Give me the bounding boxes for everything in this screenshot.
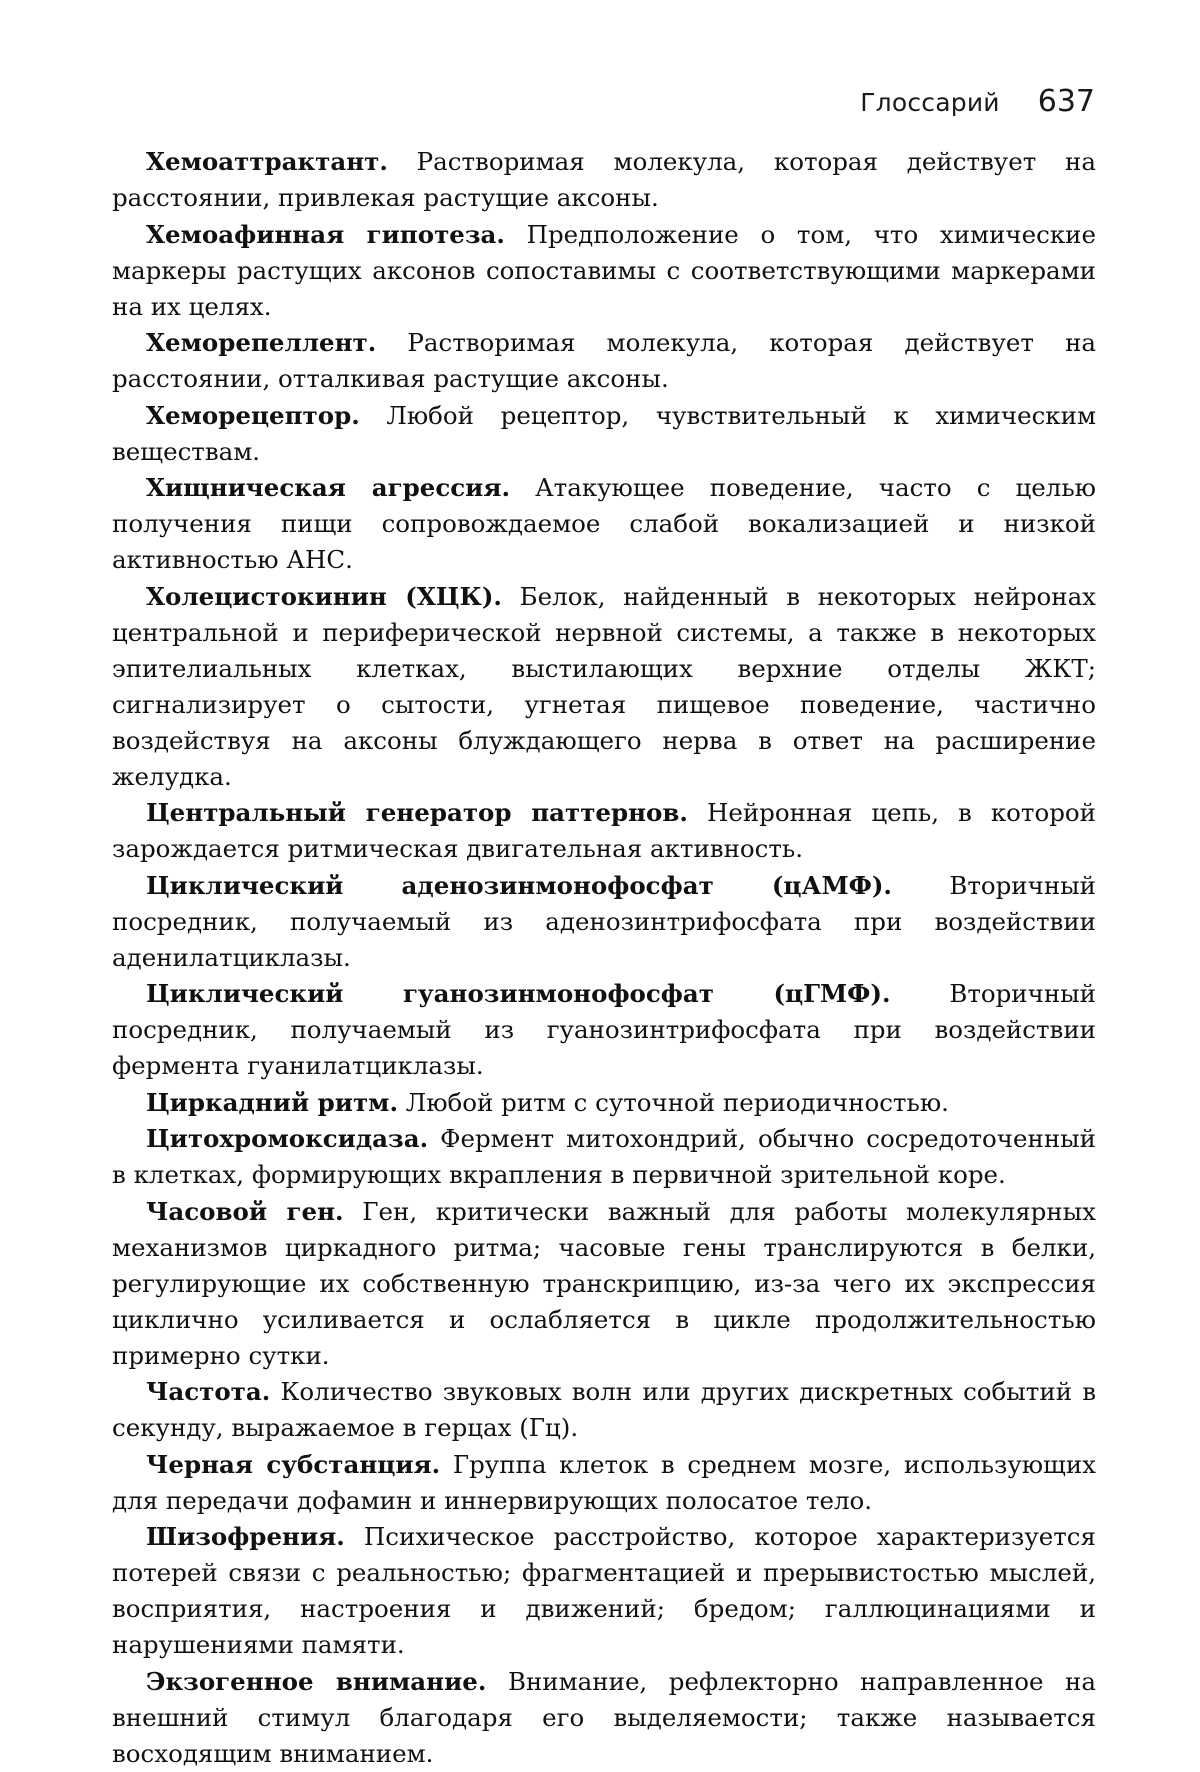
page-number: 637 <box>1037 84 1095 119</box>
glossary-entry <box>112 1194 1096 1374</box>
glossary-term: Экзогенное внимание. <box>146 1666 487 1696</box>
running-head <box>860 84 1095 119</box>
glossary-definition: Ген, критически важный для работы молекулярных механизмов циркадного ритма; часовые гены транслируются в белки, регулирующие их собственную транскрипцию, из-за чего их экспрессия циклично усиливается и ослабляется в цикле продолжительностью примерно сутки. <box>112 1196 1096 1370</box>
glossary-term: Хемоаттрактант. <box>146 147 388 176</box>
glossary-definition: Психическое расстройство, которое характеризуется потерей связи с реальностью; фрагментацией и прерывистостью мыслей, восприятия, настроения и движений; бредом; галлюцинациями и нарушениями памяти. <box>112 1522 1096 1659</box>
glossary-entry <box>112 1121 1096 1193</box>
glossary-term: Центральный генератор паттернов. <box>146 798 688 827</box>
glossary-term: Часовой ген. <box>146 1196 344 1226</box>
glossary-term: Цитохромоксидаза. <box>146 1124 429 1153</box>
glossary-definition: Растворимая молекула, которая действует на расстоянии, отталкивая растущие аксоны. <box>112 328 1097 393</box>
glossary-term: Циклический аденозинмонофосфат (цАМФ). <box>146 870 892 900</box>
section-title: Глоссарий <box>860 88 1000 117</box>
glossary-entry <box>112 1085 1096 1121</box>
glossary-entry <box>112 325 1096 397</box>
glossary-term: Частота. <box>146 1377 271 1406</box>
glossary-entry <box>112 398 1096 470</box>
glossary-definition: Любой ритм с суточной периодичностью. <box>405 1087 949 1117</box>
glossary-definition: Группа клеток в среднем мозге, использующих для передачи дофамин и иннервирующих полосатое тело. <box>112 1449 1096 1515</box>
glossary-entry <box>112 1374 1096 1446</box>
glossary-entry <box>112 868 1096 976</box>
glossary-list <box>112 144 1096 1772</box>
glossary-entry <box>112 795 1096 867</box>
glossary-term: Хеморецептор. <box>146 400 360 430</box>
glossary-entry <box>112 1664 1096 1772</box>
glossary-term: Циклический гуанозинмонофосфат (цГМФ). <box>146 979 891 1008</box>
glossary-term: Холецистокинин (ХЦК). <box>146 581 502 611</box>
glossary-definition: Вторичный посредник, получаемый из аденозинтрифосфата при воздействии аденилатциклазы. <box>112 870 1096 972</box>
glossary-definition: Белок, найденный в некоторых нейронах центральной и периферической нервной системы, а также в некоторых эпителиальных клетках, выстилающих верхние отделы ЖКТ; сигнализирует о сытости, угнетая пищевое поведение, частично воздействуя на аксоны блуждающего нерва в ответ на расширение желудка. <box>112 581 1096 791</box>
glossary-definition: Атакующее поведение, часто с целью получения пищи сопровождаемое слабой вокализацией и низкой активностью АНС. <box>112 473 1096 574</box>
glossary-definition: Количество звуковых волн или других дискретных событий в секунду, выражаемое в герцах (Гц). <box>112 1377 1096 1442</box>
glossary-entry <box>112 976 1096 1084</box>
glossary-definition: Растворимая молекула, которая действует на расстоянии, привлекая растущие аксоны. <box>112 147 1096 212</box>
glossary-definition: Нейронная цепь, в которой зарождается ритмическая двигательная активность. <box>112 798 1096 863</box>
glossary-term: Хеморепеллент. <box>146 328 377 357</box>
glossary-entry <box>112 144 1096 216</box>
glossary-term: Черная субстанция. <box>146 1449 441 1479</box>
glossary-term: Хемоафинная гипотеза. <box>146 219 505 249</box>
glossary-entry <box>112 1447 1096 1519</box>
glossary-entry <box>112 1519 1096 1663</box>
glossary-entry <box>112 217 1096 325</box>
glossary-definition: Фермент митохондрий, обычно сосредоточенный в клетках, формирующих вкрапления в первичной зрительной коре. <box>112 1124 1096 1189</box>
glossary-term: Шизофрения. <box>146 1522 345 1551</box>
glossary-definition: Любой рецептор, чувствительный к химическим веществам. <box>112 400 1096 466</box>
glossary-entry <box>112 579 1096 795</box>
glossary-definition: Вторичный посредник, получаемый из гуанозинтрифосфата при воздействии фермента гуанилатциклазы. <box>112 979 1096 1080</box>
glossary-entry <box>112 470 1096 578</box>
glossary-definition: Внимание, рефлекторно направленное на внешний стимул благодаря его выделяемости; также называется восходящим вниманием. <box>112 1666 1096 1768</box>
glossary-term: Циркадний ритм. <box>146 1087 398 1117</box>
glossary-definition: Предположение о том, что химические маркеры растущих аксонов сопоставимы с соответствующими маркерами на их целях. <box>112 219 1096 321</box>
glossary-term: Хищническая агрессия. <box>146 473 510 502</box>
